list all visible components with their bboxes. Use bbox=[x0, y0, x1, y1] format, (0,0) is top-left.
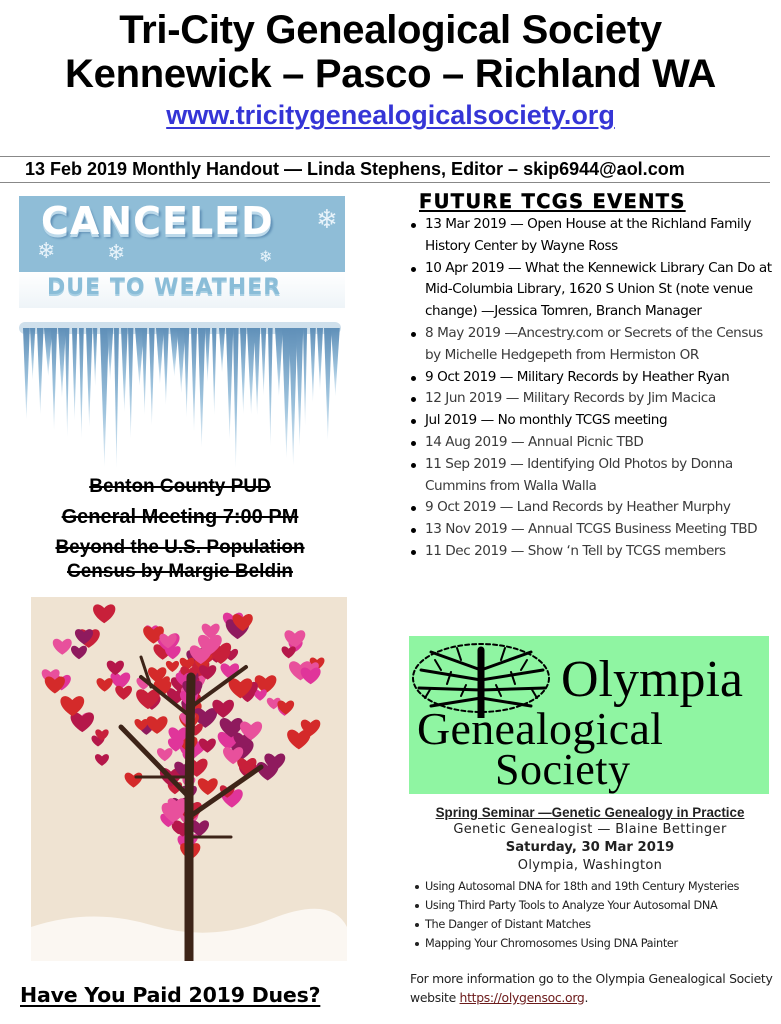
society-word: Society bbox=[495, 745, 631, 794]
icicle bbox=[86, 328, 92, 427]
seminar-topic: Using Third Party Tools to Analyze Your Autosomal DNA bbox=[414, 896, 774, 915]
icicle bbox=[310, 328, 316, 402]
icicle bbox=[296, 328, 303, 446]
canceled-topic-line2: Census by Margie Beldin bbox=[67, 561, 293, 582]
icicle bbox=[58, 328, 66, 398]
icicle bbox=[93, 328, 97, 387]
icicle bbox=[177, 328, 185, 393]
event-item: 11 Sep 2019 — Identifying Old Photos by Donna Cummins from Walla Walla bbox=[409, 454, 779, 498]
society-cities: Kennewick – Pasco – Richland WA bbox=[65, 52, 716, 96]
event-item: 12 Jun 2019 — Military Records by Jim Macica bbox=[409, 388, 779, 410]
icicle bbox=[219, 328, 225, 373]
icicle bbox=[268, 328, 273, 446]
icicle bbox=[100, 328, 109, 467]
icicles-image bbox=[15, 318, 345, 468]
genealogical-word: Genealogical bbox=[417, 703, 664, 754]
icicle bbox=[247, 328, 255, 414]
icicle bbox=[205, 328, 210, 382]
snowflake-icon: ❄ bbox=[259, 249, 273, 266]
more-info-suffix: . bbox=[584, 990, 589, 1005]
more-info-text bbox=[410, 969, 778, 1007]
icicle bbox=[114, 328, 119, 468]
seminar-speaker: Genetic Genealogist — Blaine Bettinger bbox=[453, 822, 727, 837]
seminar-topic: The Danger of Distant Matches bbox=[414, 915, 774, 934]
icicle bbox=[191, 328, 197, 431]
icicle bbox=[184, 328, 189, 417]
divider-top bbox=[0, 156, 770, 157]
event-item: 9 Oct 2019 — Military Records by Heather Ryan bbox=[409, 367, 779, 389]
icicle bbox=[44, 328, 52, 376]
events-list bbox=[409, 214, 779, 563]
heart-tree-image bbox=[31, 597, 347, 961]
snowflake-icon: ❄ bbox=[37, 238, 56, 263]
icicle bbox=[233, 328, 239, 468]
seminar-location: Olympia, Washington bbox=[517, 858, 663, 873]
icicle bbox=[317, 328, 323, 391]
icicle bbox=[282, 328, 291, 458]
website-link[interactable]: www.tricitygenealogicalsociety.org bbox=[166, 100, 615, 130]
handout-line: 13 Feb 2019 Monthly Handout — Linda Stephens, Editor – skip6944@aol.com bbox=[25, 159, 685, 179]
event-item: Jul 2019 — No monthly TCGS meeting bbox=[409, 410, 779, 432]
canceled-text: CANCELED bbox=[41, 199, 274, 243]
icicle bbox=[303, 328, 307, 426]
icicle bbox=[23, 328, 30, 419]
icicle bbox=[72, 328, 77, 420]
icicle bbox=[226, 328, 233, 439]
due-to-weather-text: DUE TO WEATHER bbox=[47, 275, 282, 300]
seminar-topics-list bbox=[414, 877, 774, 953]
icicle bbox=[149, 328, 155, 425]
icicle bbox=[331, 328, 340, 396]
seminar-topic: Mapping Your Chromosomes Using DNA Painter bbox=[414, 934, 774, 953]
dues-heading: Have You Paid 2019 Dues? bbox=[20, 983, 321, 1007]
event-item: 13 Mar 2019 — Open House at the Richland Family History Center by Wayne Ross bbox=[409, 214, 779, 258]
seminar-title: Spring Seminar —Genetic Genealogy in Practice bbox=[435, 805, 745, 820]
icicle bbox=[156, 328, 164, 384]
seminar-date: Saturday, 30 Mar 2019 bbox=[505, 840, 675, 855]
event-item: 8 May 2019 —Ancestry.com or Secrets of the Census by Michelle Hedgepeth from Hermiston OR bbox=[409, 323, 779, 367]
olympia-word: Olympia bbox=[561, 651, 743, 708]
canceled-topic-line1: Beyond the U.S. Population bbox=[55, 537, 305, 558]
event-item: 9 Oct 2019 — Land Records by Heather Murphy bbox=[409, 497, 779, 519]
icicle bbox=[254, 328, 260, 415]
canceled-banner-image bbox=[19, 196, 345, 308]
event-item: 10 Apr 2019 — What the Kennewick Library Can Do at Mid-Columbia Library, 1620 S Union St (note venue change) —Jessica Tomren, Branch Manager bbox=[409, 258, 779, 323]
events-title: FUTURE TCGS EVENTS bbox=[419, 190, 686, 213]
icicle bbox=[163, 328, 169, 405]
divider-bottom bbox=[0, 182, 770, 183]
event-item: 14 Aug 2019 — Annual Picnic TBD bbox=[409, 432, 779, 454]
icicle bbox=[198, 328, 205, 448]
more-info-prefix: For more information go to the Olympia Genealogical Society website bbox=[410, 971, 773, 1005]
icicle bbox=[37, 328, 44, 415]
snowflake-icon: ❄ bbox=[107, 240, 126, 265]
olygensoc-link[interactable]: https://olygensoc.org bbox=[459, 990, 585, 1005]
seminar-topic: Using Autosomal DNA for 18th and 19th Century Mysteries bbox=[414, 877, 774, 896]
olympia-logo-image bbox=[409, 636, 769, 794]
icicle bbox=[212, 328, 216, 415]
canceled-venue: Benton County PUD bbox=[89, 476, 271, 497]
icicle bbox=[121, 328, 128, 412]
event-item: 11 Dec 2019 — Show ‘n Tell by TCGS members bbox=[409, 541, 779, 563]
icicle bbox=[65, 328, 69, 437]
snowflake-icon: ❄ bbox=[316, 204, 338, 234]
icicle bbox=[289, 328, 297, 465]
canceled-meeting-time: General Meeting 7:00 PM bbox=[61, 506, 299, 528]
event-item: 13 Nov 2019 — Annual TCGS Business Meeting TBD bbox=[409, 519, 779, 541]
icicle bbox=[128, 328, 133, 439]
icicle bbox=[240, 328, 246, 414]
icicle bbox=[170, 328, 179, 376]
icicle bbox=[261, 328, 266, 396]
icicle bbox=[324, 328, 332, 440]
icicle bbox=[79, 328, 84, 439]
society-title: Tri-City Genealogical Society bbox=[119, 8, 662, 52]
icicle bbox=[142, 328, 147, 415]
icicle bbox=[51, 328, 57, 430]
icicle bbox=[275, 328, 283, 396]
icicle bbox=[30, 328, 35, 380]
